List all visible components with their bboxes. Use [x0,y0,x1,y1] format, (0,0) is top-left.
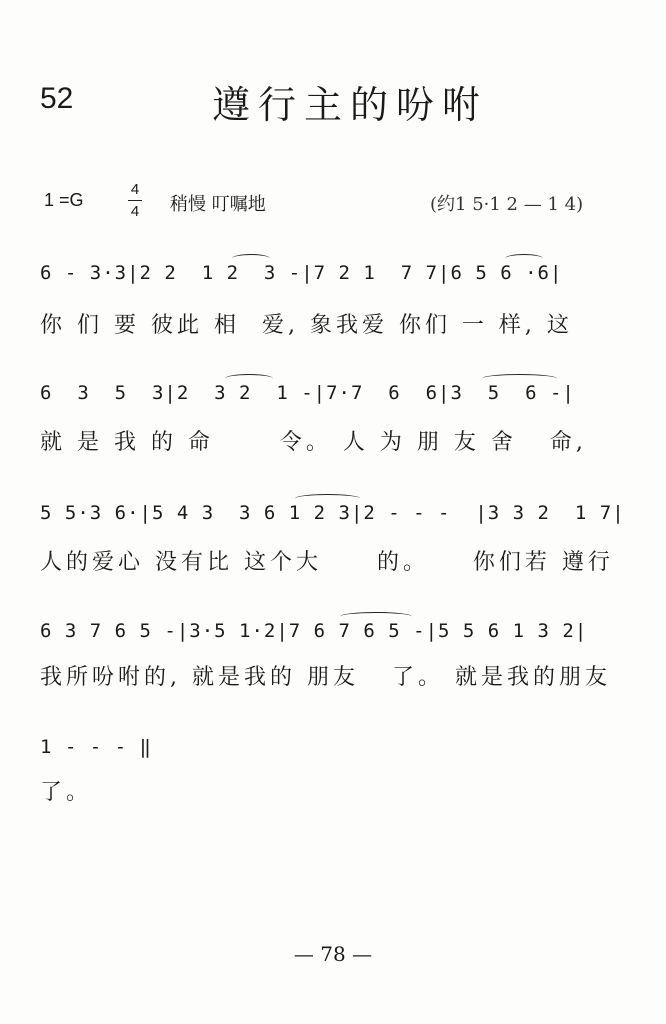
slur-mark [232,254,270,263]
time-signature-divider [128,200,142,201]
hymn-number: 52 [40,82,74,115]
key-signature: 1 =G [44,190,84,210]
song-title: 遵行主的吩咐 [212,83,489,127]
tempo-marking: 稍慢 叮嘱地 [170,194,266,215]
notation-line-1: 6 - 3·3|2 2 1 2 3 -|7 2 1 7 7|6 5 6 ·6| [40,262,563,284]
slur-mark [295,494,360,503]
notation-line-3: 5 5·3 6·|5 4 3 3 6 1 2 3|2 - - - |3 3 2 1 7| [40,502,625,524]
slur-mark [505,254,543,263]
lyrics-line-2: 就 是 我 的 命 令。 人 为 朋 友 舍 命, [40,430,587,455]
time-signature-top: 4 [130,181,140,198]
slur-mark [225,374,273,383]
intro-notes: (约1 5·1 2 — 1 4) [430,194,584,215]
notation-line-5: 1 - - - ‖ [40,736,152,758]
slur-mark [340,612,412,621]
notation-line-4: 6 3 7 6 5 -|3·5 1·2|7 6 7 6 5 -|5 5 6 1 3 2| [40,620,588,642]
notation-line-2: 6 3 5 3|2 3 2 1 -|7·7 6 6|3 5 6 -| [40,382,575,404]
time-signature-bottom: 4 [130,203,140,220]
page-number: — 78 — [293,942,373,966]
lyrics-line-4: 我所吩咐的, 就是我的 朋友 了。 就是我的朋友 [40,665,611,690]
lyrics-line-5: 了。 [40,780,93,805]
lyrics-line-3: 人的爱心 没有比 这个大 的。 你们若 遵行 [40,550,614,575]
time-signature [125,180,145,221]
lyrics-line-1: 你 们 要 彼此 相 爱, 象我爱 你们 一 样, 这 [40,313,573,338]
slur-mark [482,374,557,383]
